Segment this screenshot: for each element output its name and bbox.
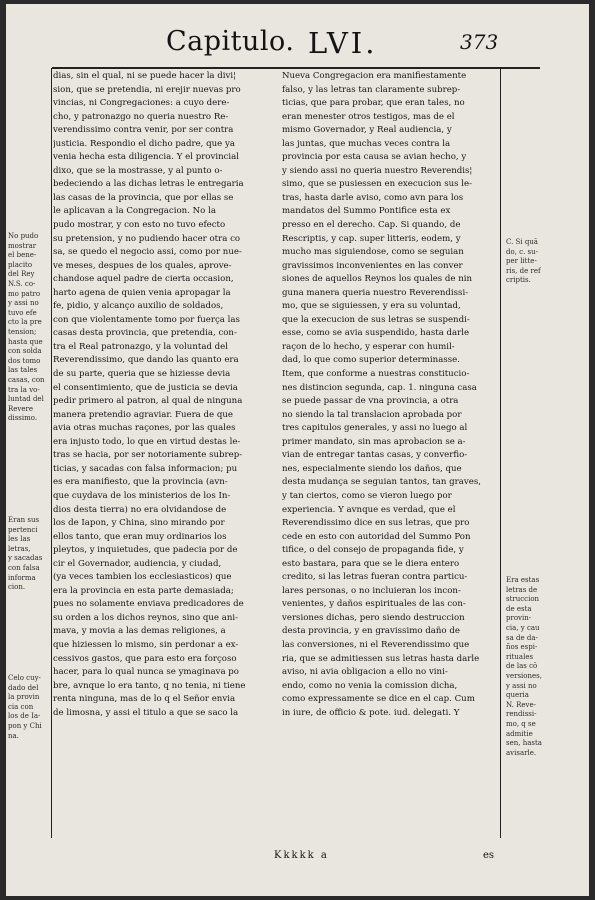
text-line: aviso, ni avia obligacion a ello no vini-	[282, 667, 448, 678]
text-line: nes distincion segunda, cap. 1. ninguna casa	[282, 382, 477, 393]
text-line: justicia. Respondio el dicho padre, que ya	[53, 138, 235, 149]
margin-note-line: cia con	[8, 702, 34, 711]
text-line: venia hecha esta diligencia. Y el provincial	[53, 152, 240, 163]
text-line: desta provincia, y en gravissimo daño de	[282, 626, 460, 637]
text-line: versiones dichas, pero siendo destruccion	[282, 612, 465, 623]
signature-mark: Kkkkk a	[274, 850, 329, 861]
margin-note-line: rituales	[506, 652, 534, 661]
margin-note-line: con solda	[8, 347, 42, 356]
text-line: mismo Governador, y Real audiencia, y	[282, 125, 452, 136]
page-number: 373	[460, 30, 499, 54]
margin-note-line: la provin	[8, 693, 40, 702]
margin-note-right-2	[506, 576, 552, 758]
text-line: ve meses, despues de los quales, aprove-	[53, 260, 232, 271]
margin-note-line: Celo cuy-	[8, 674, 41, 682]
margin-note-line: N. Reve-	[506, 700, 537, 709]
left-text-column	[53, 70, 271, 720]
margin-note-line: Eran sus	[8, 516, 40, 524]
text-line: tra el Real patronazgo, y la voluntad del	[53, 341, 229, 352]
margin-note-line: dissimo.	[8, 414, 38, 423]
text-line: ticias, que para probar, que eran tales, no	[282, 98, 465, 109]
text-line: hacer, para lo qual nunca se ymaginava po	[53, 667, 239, 678]
margin-note-line: ris, de ref	[506, 266, 541, 275]
text-line: endo, como no venia la comission dicha,	[282, 680, 458, 691]
margin-note-line: de las cō	[506, 662, 538, 671]
text-line: renta ninguna, mas de lo q el Señor envia	[53, 694, 236, 705]
header-rule	[52, 67, 540, 69]
text-line: (ya veces tambien los ecclesiasticos) que	[53, 572, 232, 583]
text-line: que hiziessen lo mismo, sin perdonar a ex-	[53, 639, 239, 650]
margin-note-line: avisarle.	[506, 748, 537, 757]
text-line: pues no solamente enviava predicadores de	[53, 599, 244, 610]
right-margin-rule	[500, 68, 501, 838]
text-line: venientes, y daños espirituales de las con-	[282, 599, 466, 610]
right-text-column	[282, 70, 496, 720]
margin-note-line: ños espi-	[506, 643, 538, 652]
text-line: primer mandato, sin mas aprobacion se a-	[282, 436, 466, 447]
text-line: tras se hacia, por ser notoriamente subrep-	[53, 450, 243, 461]
margin-note-line: y assi no	[506, 681, 537, 690]
text-line: Nueva Congregacion era manifiestamente	[282, 71, 467, 81]
text-line: y siendo assi no queria nuestro Reverendis¦	[282, 165, 473, 176]
text-line: era la provincia en esta parte demasiada;	[53, 585, 234, 596]
text-line: raçon de lo hecho, y esperar con humil-	[282, 341, 455, 352]
text-line: desta mudança se seguian tantos, tan graves,	[282, 477, 481, 488]
text-line: de su parte, queria que se hiziesse devia	[53, 369, 231, 380]
text-line: pudo mostrar, y con esto no tuvo efecto	[53, 220, 226, 231]
margin-note-line: N.S. co-	[8, 279, 36, 288]
text-line: que cuydava de los ministerios de los In-	[53, 490, 231, 501]
margin-note-line: cto la pre	[8, 318, 42, 327]
text-line: siones de aquellos Reynos los quales de nin	[282, 274, 473, 285]
text-line: verendissimo contra venir, por ser contra	[53, 125, 234, 136]
text-line: dias, sin el qual, ni se puede hacer la divi¦	[53, 71, 237, 81]
text-line: le aplicavan a la Congregacion. No la	[53, 206, 216, 217]
text-line: manera pretendio agraviar. Fuera de que	[53, 409, 233, 420]
text-line: dixo, que se la mostrasse, y al punto o-	[53, 165, 223, 176]
running-header	[6, 26, 589, 66]
text-line: con que violentamente tomo por fuerça las	[53, 314, 240, 325]
margin-note-line: No pudo	[8, 232, 39, 240]
margin-note-left-1	[8, 232, 49, 424]
text-line: se puede passar de vna provincia, a otra	[282, 396, 459, 407]
text-line: ria, que se admitiessen sus letras hasta darle	[282, 653, 480, 664]
left-margin-rule	[51, 68, 52, 838]
text-line: falso, y las letras tan claramente subrep-	[282, 84, 461, 95]
margin-note-line: sen, hasta	[506, 739, 542, 748]
text-line: vincias, ni Congregaciones: a cuyo dere-	[53, 98, 230, 109]
margin-note-line: tra la vo-	[8, 385, 40, 394]
text-line: eran menester otros testigos, mas de el	[282, 111, 455, 122]
margin-note-line: rendissi-	[506, 710, 537, 719]
margin-note-line: C. Si quā	[506, 238, 538, 246]
text-line: es era manifiesto, que la provincia (avn-	[53, 477, 228, 488]
margin-note-line: y sacadas	[8, 554, 43, 563]
margin-note-line: provin-	[506, 614, 532, 623]
text-line: que la execucion de sus letras se suspendi-	[282, 314, 470, 325]
text-line: casas desta provincia, que pretendia, con-	[53, 328, 237, 339]
margin-note-line: casas, con	[8, 375, 45, 384]
text-line: cho, y patronazgo no queria nuestro Re-	[53, 111, 229, 122]
margin-note-line: mo, q se	[506, 719, 536, 728]
text-line: cede en esto con autoridad del Summo Pon	[282, 531, 471, 542]
margin-note-line: informa	[8, 573, 36, 582]
text-line: las casas de la provincia, que por ellas se	[53, 192, 234, 203]
margin-note-line: Era estas	[506, 576, 540, 584]
text-line: fe, pidio, y alcanço auxilio de soldados,	[53, 301, 224, 312]
chapter-label: Capitulo.	[166, 26, 295, 57]
margin-note-line: queria	[506, 691, 529, 700]
text-line: cessivos gastos, que para esto era forçoso	[53, 653, 237, 664]
margin-note-line: na.	[8, 731, 19, 740]
margin-note-line: el bene-	[8, 251, 37, 260]
text-line: tras, hasta darle aviso, como avn para los	[282, 192, 464, 203]
margin-note-line: tuvo efe	[8, 308, 37, 317]
text-line: los de Iapon, y China, sino mirando por	[53, 518, 225, 529]
text-line: las conversiones, ni el Reverendissimo que	[282, 639, 470, 650]
margin-note-line: dado del	[8, 683, 39, 692]
margin-note-line: criptis.	[506, 276, 531, 285]
text-line: las juntas, que muchas veces contra la	[282, 138, 451, 149]
text-line: mava, y movia a las demas religiones, a	[53, 626, 226, 637]
text-line: mo, que se siguiessen, y era su voluntad,	[282, 301, 461, 312]
text-line: pleytos, y inquietudes, que padecia por de	[53, 545, 238, 556]
margin-note-line: sa de da-	[506, 633, 538, 642]
text-line: esto bastara, para que se le diera entero	[282, 558, 460, 569]
text-line: in iure, de officio & pote. iud. delegati. Y	[282, 707, 460, 718]
text-line: de limosna, y assi el titulo a que se saco la	[53, 707, 239, 718]
margin-note-right-1	[506, 238, 552, 286]
text-line: vian de entregar tantas casas, y converfio-	[282, 450, 468, 461]
margin-note-line: do, c. su-	[506, 247, 538, 256]
margin-note-line: per litte-	[506, 257, 537, 266]
text-line: credito, si las letras fueran contra particu-	[282, 572, 468, 583]
margin-note-line: y assi no	[8, 299, 39, 308]
text-line: sion, que se pretendia, ni erejir nuevas pro	[53, 84, 241, 95]
text-line: lares personas, o no incluieran los incon-	[282, 585, 461, 596]
margin-note-line: mostrar	[8, 241, 37, 250]
margin-note-line: Revere	[8, 404, 33, 413]
text-line: sa, se quedo el negocio assi, como por nue-	[53, 247, 242, 258]
text-line: tres capitulos generales, y assi no luego al	[282, 423, 468, 434]
text-line: Reverendissimo, que dando las quanto era	[53, 355, 239, 366]
margin-note-line: cion.	[8, 583, 26, 592]
text-line: chandose aquel padre de cierta occasion,	[53, 274, 234, 285]
margin-note-line: cia, y cau	[506, 623, 540, 632]
catchword: es	[483, 850, 495, 861]
margin-note-line: dos tomo	[8, 356, 41, 365]
text-line: como expressamente se dice en el cap. Cum	[282, 694, 475, 705]
text-line: simo, que se pusiessen en execucion sus le-	[282, 179, 473, 190]
text-line: el consentimiento, que de justicia se devia	[53, 382, 238, 393]
margin-note-line: mo patro	[8, 289, 41, 298]
text-line: experiencia. Y avnque es verdad, que el	[282, 504, 456, 515]
margin-note-line: luntad del	[8, 395, 44, 404]
text-line: dad, lo que como superior determinasse.	[282, 355, 460, 366]
text-line: esse, como se avia suspendido, hasta darle	[282, 328, 470, 339]
text-line: harto agena de quien venia apropagar la	[53, 287, 231, 298]
text-line: dios desta tierra) no era olvidandose de	[53, 504, 227, 515]
text-line: avia otras muchas raçones, por las quales	[53, 423, 236, 434]
margin-note-left-2	[8, 516, 49, 593]
text-line: guna manera queria nuestro Reverendissi-	[282, 287, 469, 298]
text-line: pedir primero al patron, al qual de ninguna	[53, 396, 243, 407]
text-line: presso en el derecho. Cap. Si quando, de	[282, 220, 461, 231]
margin-note-line: pertenci	[8, 525, 38, 534]
margin-note-line: les las	[8, 535, 31, 544]
margin-note-line: las tales	[8, 366, 38, 375]
text-line: bedeciendo a las dichas letras le entregaria	[53, 179, 244, 190]
chapter-number: LVI.	[308, 26, 378, 60]
text-line: Reverendissimo dice en sus letras, que pro	[282, 518, 470, 529]
margin-note-line: letras,	[8, 544, 31, 553]
text-line: ticias, y sacadas con falsa informacion; pu	[53, 463, 238, 474]
margin-note-line: de esta	[506, 604, 532, 613]
text-line: era injusto todo, lo que en virtud destas le-	[53, 436, 241, 447]
margin-note-line: los de Ia-	[8, 712, 41, 721]
text-line: mandatos del Summo Pontifice esta ex	[282, 206, 451, 217]
margin-note-line: letras de	[506, 585, 538, 594]
margin-note-left-3	[8, 674, 49, 741]
text-line: provincia por esta causa se avian hecho, y	[282, 152, 467, 163]
text-line: su orden a los dichos reynos, sino que ani-	[53, 612, 239, 623]
margin-note-line: placito	[8, 260, 33, 269]
margin-note-line: del Rey	[8, 270, 35, 279]
text-line: y tan ciertos, como se vieron luego por	[282, 490, 452, 501]
text-line: cir el Governador, audiencia, y ciudad,	[53, 558, 222, 569]
text-line: gravissimos inconvenientes en las conver	[282, 260, 463, 271]
text-line: bre, avnque lo era tanto, q no tenia, ni tiene	[53, 680, 246, 691]
book-page	[6, 4, 589, 896]
text-line: Rescriptis, y cap. super litteris, eodem, y	[282, 233, 461, 244]
text-line: no siendo la tal translacion aprobada por	[282, 409, 462, 420]
margin-note-line: pon y Chi	[8, 721, 42, 730]
text-line: mucho mas siguiendose, como se seguian	[282, 247, 464, 258]
margin-note-line: struccion	[506, 595, 540, 604]
margin-note-line: versiones,	[506, 671, 542, 680]
text-line: ellos tanto, que eran muy ordinarios los	[53, 531, 227, 542]
text-line: su pretension, y no pudiendo hacer otra co	[53, 233, 241, 244]
margin-note-line: admitie	[506, 729, 533, 738]
margin-note-line: con falsa	[8, 563, 40, 572]
text-line: tifice, o del consejo de propaganda fide, y	[282, 545, 464, 556]
text-line: nes, especialmente siendo los daños, que	[282, 463, 462, 474]
margin-note-line: hasta que	[8, 337, 43, 346]
margin-note-line: tension;	[8, 327, 37, 336]
text-line: Item, que conforme a nuestras constitucio-	[282, 369, 470, 380]
